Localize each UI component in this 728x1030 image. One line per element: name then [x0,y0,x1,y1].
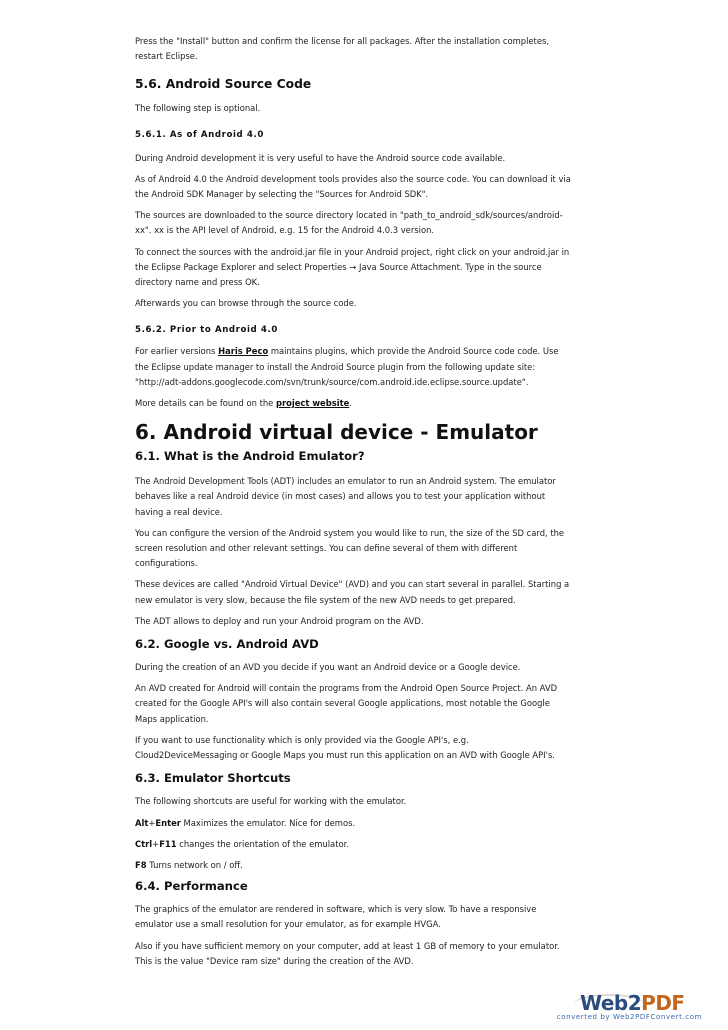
key-separator: + [148,817,156,828]
paragraph-graphics: The graphics of the emulator are rendered in software, which is very slow. To have a responsive emulator use a small resolution for your emulator, as for example HVGA. [135,904,537,930]
document-body [135,34,573,969]
details-text-after: . [349,398,352,409]
paragraph-configure: You can configure the version of the Android system you would like to run, the size of the SD card, the screen resolution and other relevant settings. You can define several of them with different configurations. [135,527,565,569]
paragraph-shortcuts-intro: The following shortcuts are useful for working with the emulator. [135,796,407,807]
paragraph-avd: These devices are called "Android Virtual Device" (AVD) and you can start several in parallel. Starting a new emulator is very slow, because the file system of the new AVD needs to get prepared. [135,579,570,605]
paragraph-connect: To connect the sources with the android.jar file in your Android project, right click on your android.jar in the Eclipse Package Explorer and select Properties → Java Source Attachment. Type in the source directory name and press OK. [135,246,570,288]
haris-peco-link[interactable]: Haris Peco [218,346,269,357]
shortcut-f8 [135,858,573,873]
heading-6-2: 6.2. Google vs. Android AVD [135,637,319,652]
logo-pdf-text: PDF [641,991,685,1015]
paragraph-creation: During the creation of an AVD you decide if you want an Android device or a Google device. [135,662,521,673]
web2pdf-logo[interactable] [544,992,704,1024]
heading-5-6-1: 5.6.1. As of Android 4.0 [135,129,264,140]
heading-6: 6. Android virtual device - Emulator [135,420,538,445]
paragraph-dev-useful: During Android development it is very useful to have the Android source code available. [135,152,506,163]
heading-6-1: 6.1. What is the Android Emulator? [135,449,365,464]
paragraph-deploy: The ADT allows to deploy and run your Android program on the AVD. [135,615,424,626]
paragraph-more-details [135,396,573,411]
intro-paragraph: Press the "Install" button and confirm the license for all packages. After the installation completes, restart Eclipse. [135,36,550,62]
key-f8: F8 [135,859,147,870]
shortcut-description: Turns network on / off. [146,859,243,870]
paragraph-downloaded: The sources are downloaded to the source directory located in "path_to_android_sdk/sources/android-xx". xx is the API level of Android, e.g. 15 for the Android 4.0.3 version. [135,210,563,236]
heading-6-3: 6.3. Emulator Shortcuts [135,771,291,786]
details-text-before: More details can be found on the [135,398,276,409]
paragraph-android40: As of Android 4.0 the Android development tools provides also the source code. You can download it via the Android SDK Manager by selecting the "Sources for Android SDK". [135,173,571,200]
heading-6-4: 6.4. Performance [135,879,248,894]
key-enter: Enter [155,817,181,828]
key-ctrl: Ctrl [135,838,153,849]
paragraph-memory: Also if you have sufficient memory on your computer, add at least 1 GB of memory to your emulator. This is the value "Device ram size" during the creation of the AVD. [135,940,560,966]
logo-converted-by: converted by Web2PDFConvert.com [556,1013,702,1021]
shortcut-description: Maximizes the emulator. Nice for demos. [180,817,356,828]
logo-wordmark [580,992,685,1014]
earlier-text-before: For earlier versions [135,346,219,357]
shortcut-description: changes the orientation of the emulator. [176,838,349,849]
paragraph-earlier-versions [135,344,573,390]
heading-5-6-2: 5.6.2. Prior to Android 4.0 [135,325,278,336]
paragraph-google-api: If you want to use functionality which is only provided via the Google API's, e.g. Cloud2DeviceMessaging or Google Maps you must run this application on an AVD with Google API's. [135,734,555,761]
paragraph-adt: The Android Development Tools (ADT) includes an emulator to run an Android system. The emulator behaves like a real Android device (in most cases) and allows you to test your application without having a real device. [135,476,556,517]
logo-web2-text: Web2 [580,991,642,1015]
key-alt: Alt [135,817,149,828]
optional-note: The following step is optional. [135,103,261,114]
key-separator: + [152,838,160,849]
shortcut-alt-enter [135,816,573,831]
project-website-link[interactable]: project website [276,398,350,409]
heading-5-6: 5.6. Android Source Code [135,77,312,92]
paragraph-avd-created: An AVD created for Android will contain the programs from the Android Open Source Project. An AVD created for the Google API's will also contain several Google applications, most notable the Google Maps application. [135,683,558,724]
shortcut-ctrl-f11 [135,837,573,852]
paragraph-browse: Afterwards you can browse through the source code. [135,298,357,309]
earlier-text-after: maintains plugins, which provide the Android Source code code. Use the Eclipse update manager to install the Android Source plugin from the following update site: "http://adt-addons.googlecode.com/svn/trunk/source/com.android.ide.eclipse.source.update". [135,346,559,387]
key-f11: F11 [159,838,177,849]
